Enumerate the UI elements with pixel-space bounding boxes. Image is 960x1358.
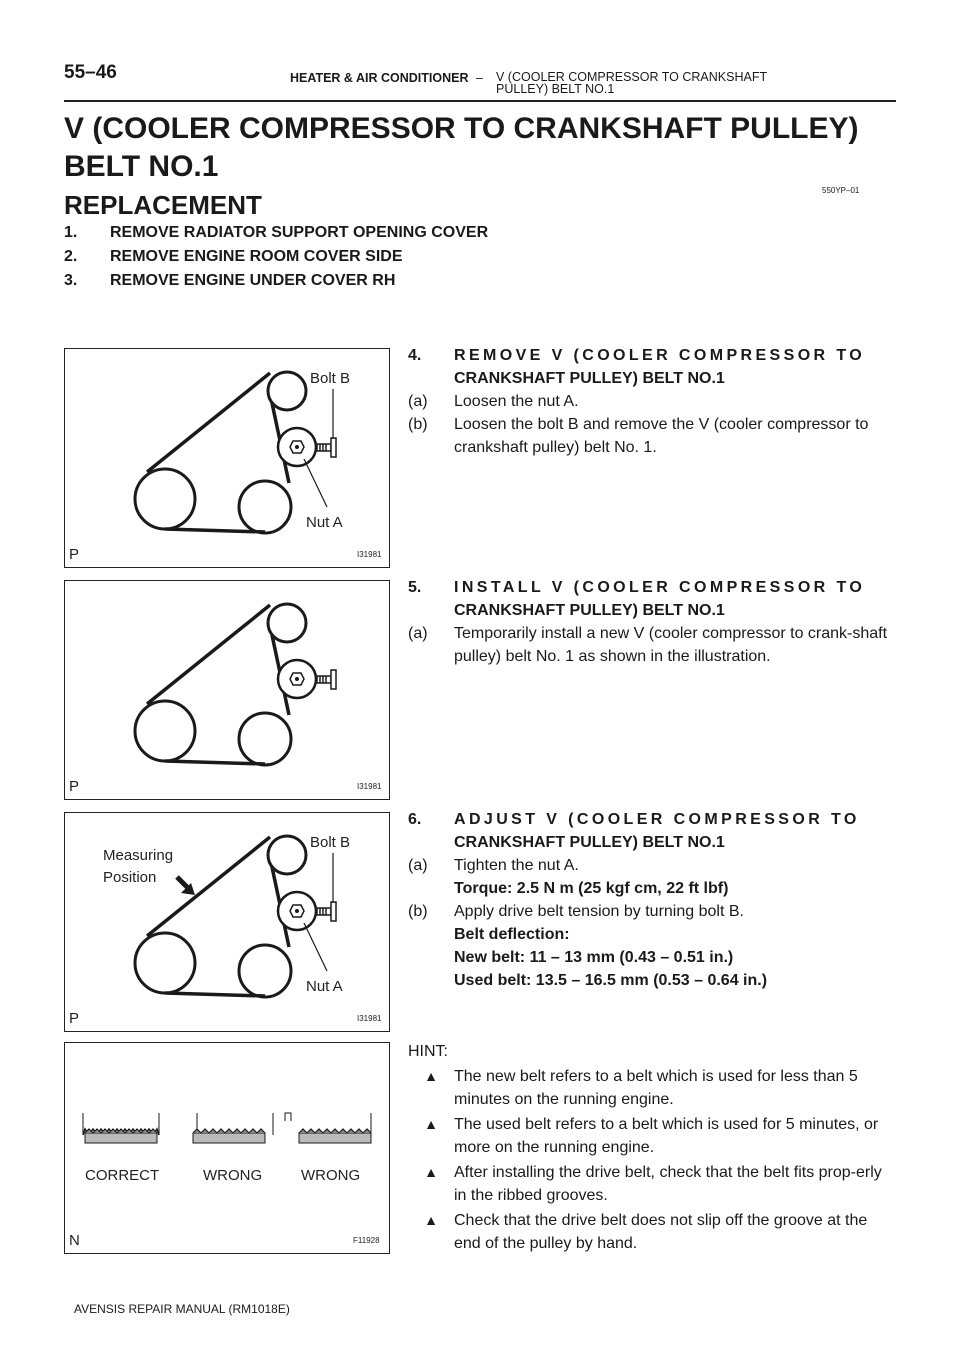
figure-belt-install [64,580,390,800]
step-5-block: 5. INSTALL V (COOLER COMPRESSOR TO CRANKSHAFT PULLEY) BELT NO.1 (a) Temporarily install a new V (cooler compressor to crank-shaft pulley) belt No. 1 as shown in the illustration. [408,579,888,665]
triangle-bullet-icon: ▲ [424,1164,438,1180]
replacement-heading: REPLACEMENT [64,190,262,220]
wrong-belt-fit-1 [193,1113,273,1143]
nut-a-label: Nut A [306,514,343,531]
figure-code: I31981 [357,782,382,791]
hint-item: ▲ The used belt refers to a belt which is used for 5 minutes, or more on the running engine. [408,1113,896,1159]
measuring-arrow-icon [177,877,195,895]
hint-item: ▲ The new belt refers to a belt which is used for less than 5 minutes on the running engine. [408,1065,896,1111]
page-footer: AVENSIS REPAIR MANUAL (RM1018E) [74,1302,290,1316]
page-number: 55–46 [64,62,117,83]
step-6-block: 6. ADJUST V (COOLER COMPRESSOR TO CRANKSHAFT PULLEY) BELT NO.1 (a) Tighten the nut A. Torque: 2.5 N m (25 kgf cm, 22 ft lbf) (b) Apply drive belt tension by turning bolt B. Belt deflection: New belt: 11 – 13 mm (0.43 – 0.51 in.) Used belt: 13.5 – 16.5 mm (0.53 – 0.64 in.) [408,811,860,989]
figure-corner-letter: P [69,778,80,795]
section-title: HEATER & AIR CONDITIONER [290,71,469,85]
hint-label: HINT: [408,1043,448,1060]
wrong-label-2: WRONG [301,1167,361,1184]
header-rule [64,100,896,102]
wrong-label-1: WRONG [203,1167,263,1184]
step-4-block: 4. REMOVE V (COOLER COMPRESSOR TO CRANKSHAFT PULLEY) BELT NO.1 (a) Loosen the nut A. (b) Loosen the bolt B and remove the V (cooler compressor to crankshaft pulley) belt No. 1. [408,347,869,456]
reference-code: 550YP–01 [822,186,860,195]
hint-item: ▲ After installing the drive belt, check that the belt fits prop-erly in the ribbed grooves. [408,1161,896,1207]
step-1: 1. REMOVE RADIATOR SUPPORT OPENING COVER [64,224,489,241]
figure-corner-letter: P [69,546,80,563]
correct-belt-fit [83,1113,159,1143]
correct-label: CORRECT [85,1167,160,1184]
figure-code: F11928 [353,1236,380,1245]
position-label: Position [103,869,157,886]
step-2: 2. REMOVE ENGINE ROOM COVER SIDE [64,248,403,265]
page-title: V (COOLER COMPRESSOR TO CRANKSHAFT PULLEY) BELT NO.1 [64,112,859,183]
hint-item: ▲ Check that the drive belt does not slip off the groove at the end of the pulley by hand. [408,1209,896,1255]
triangle-bullet-icon: ▲ [424,1068,438,1084]
figure-rib-grooves [64,1042,390,1254]
figure-belt-adjust [64,812,390,1032]
figure-corner-letter: P [69,1010,80,1027]
bolt-b-label: Bolt B [310,834,351,851]
wrong-belt-fit-2 [285,1113,371,1143]
bolt-b-label: Bolt B [310,370,351,387]
step-3: 3. REMOVE ENGINE UNDER COVER RH [64,272,396,289]
figure-code: I31981 [357,550,382,559]
nut-a-label: Nut A [306,978,343,995]
header-subtitle: V (COOLER COMPRESSOR TO CRANKSHAFT PULLEY) BELT NO.1 [496,70,767,96]
triangle-bullet-icon: ▲ [424,1116,438,1132]
header-dash: – [476,71,483,85]
figure-belt-removal [64,348,390,568]
hint-block [408,1040,896,1255]
figure-code: I31981 [357,1014,382,1023]
measuring-label: Measuring [103,847,174,864]
figure-corner-letter: N [69,1232,80,1249]
triangle-bullet-icon: ▲ [424,1212,438,1228]
